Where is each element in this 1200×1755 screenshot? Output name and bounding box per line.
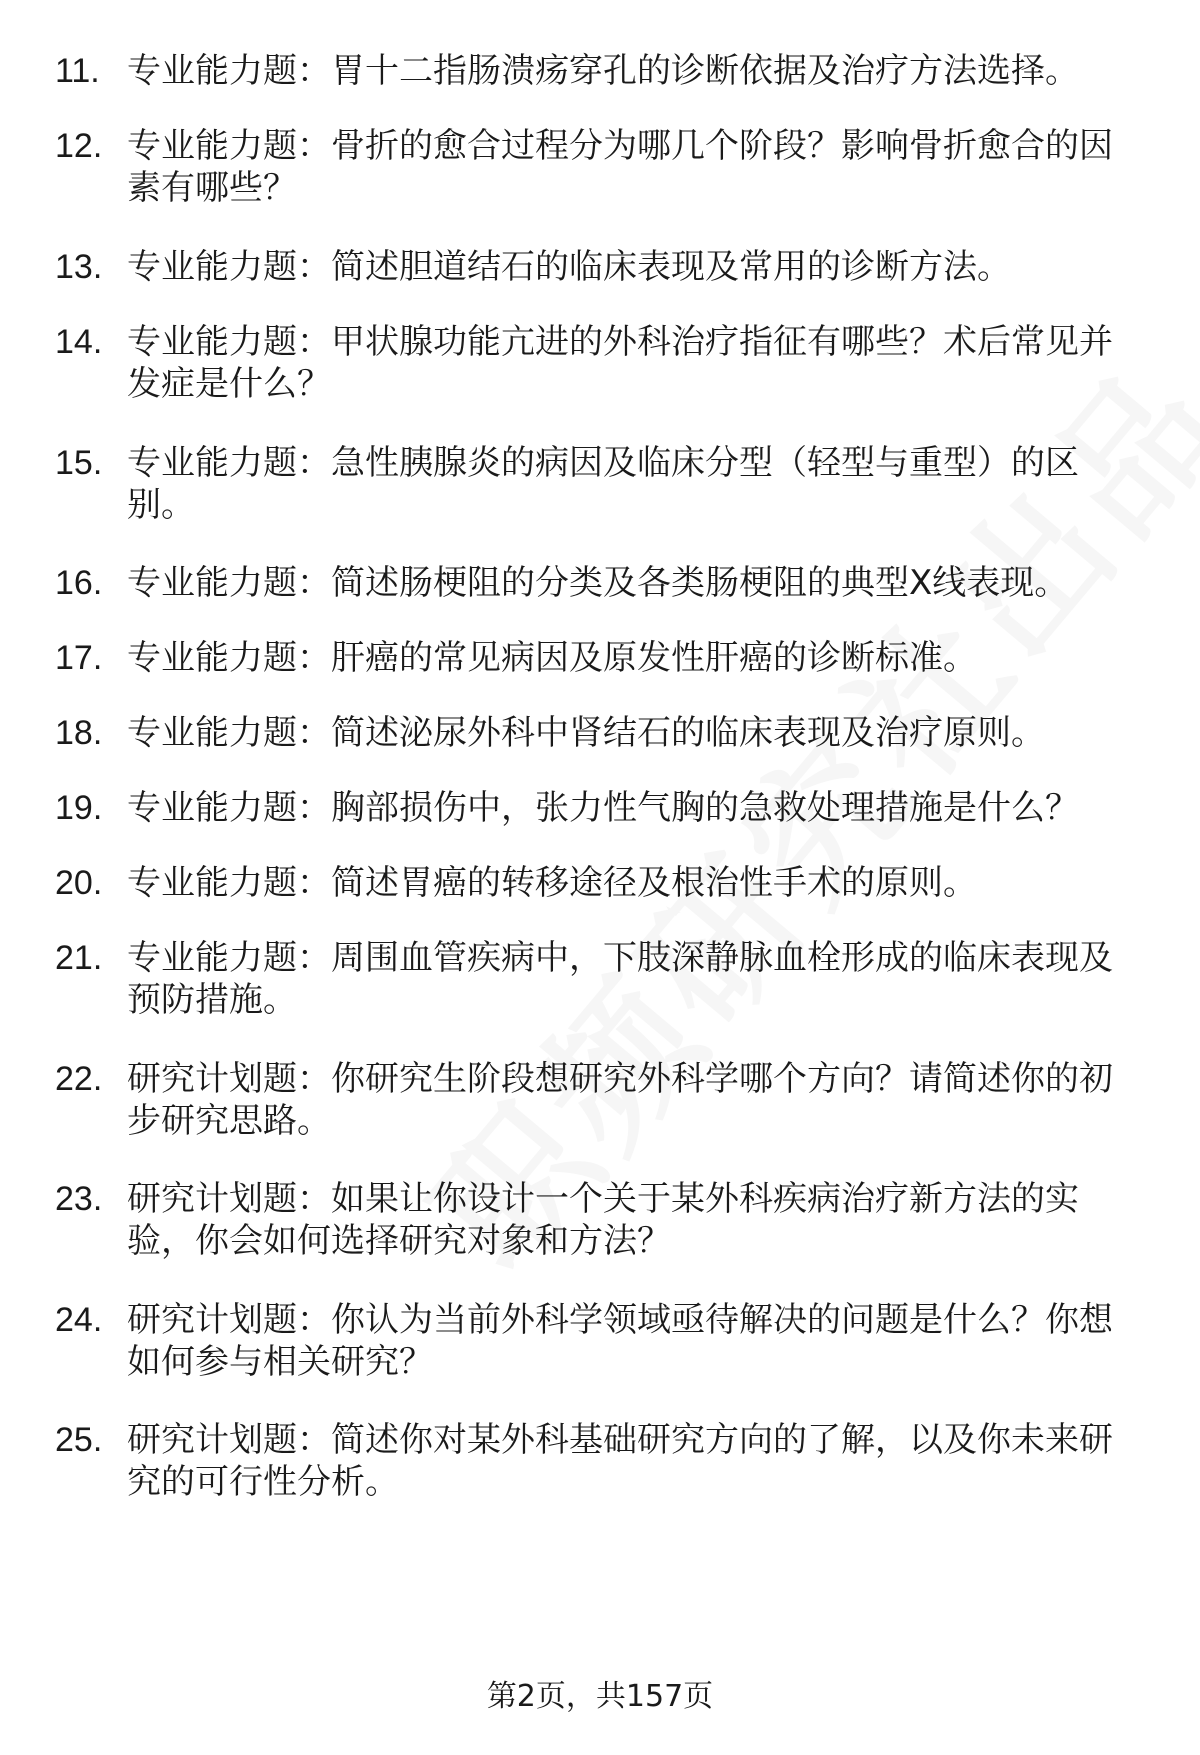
question-text: 专业能力题：简述胆道结石的临床表现及常用的诊断方法。 (127, 247, 1011, 287)
question-number: 19. (55, 789, 103, 827)
question-item (0, 125, 1200, 209)
question-text: 专业能力题：急性胰腺炎的病因及临床分型（轻型与重型）的区别。 (127, 443, 1079, 525)
question-text: 研究计划题：简述你对某外科基础研究方向的了解，以及你未来研究的可行性分析。 (127, 1420, 1113, 1502)
question-text: 研究计划题：如果让你设计一个关于某外科疾病治疗新方法的实验，你会如何选择研究对象和方法？ (127, 1179, 1079, 1261)
question-number: 21. (55, 939, 103, 977)
question-item (0, 1178, 1200, 1262)
question-number: 22. (55, 1060, 103, 1098)
question-number: 11. (55, 52, 100, 90)
question-number: 15. (55, 444, 103, 482)
question-item (0, 1419, 1200, 1503)
question-item (0, 1299, 1200, 1383)
question-text: 专业能力题：胸部损伤中，张力性气胸的急救处理措施是什么？ (127, 788, 1079, 828)
question-item (0, 50, 1200, 92)
question-text: 专业能力题：甲状腺功能亢进的外科治疗指征有哪些？术后常见并发症是什么？ (127, 322, 1113, 404)
question-item (0, 246, 1200, 288)
question-item (0, 787, 1200, 829)
question-text: 专业能力题：骨折的愈合过程分为哪几个阶段？影响骨折愈合的因素有哪些？ (127, 126, 1113, 208)
question-item (0, 862, 1200, 904)
question-text: 专业能力题：简述肠梗阻的分类及各类肠梗阻的典型X线表现。 (127, 563, 1069, 603)
question-item (0, 321, 1200, 405)
question-text: 专业能力题：肝癌的常见病因及原发性肝癌的诊断标准。 (127, 638, 977, 678)
question-item (0, 1058, 1200, 1142)
question-text: 专业能力题：简述泌尿外科中肾结石的临床表现及治疗原则。 (127, 713, 1045, 753)
question-number: 25. (55, 1421, 103, 1459)
question-number: 12. (55, 127, 103, 165)
question-number: 13. (55, 248, 103, 286)
question-number: 17. (55, 639, 103, 677)
question-text: 研究计划题：你研究生阶段想研究外科学哪个方向？请简述你的初步研究思路。 (127, 1059, 1113, 1141)
question-number: 20. (55, 864, 103, 902)
question-item (0, 637, 1200, 679)
question-number: 24. (55, 1301, 103, 1339)
question-number: 14. (55, 323, 103, 361)
question-item (0, 442, 1200, 526)
question-item (0, 712, 1200, 754)
page-footer: 第2页，共157页 (486, 1679, 714, 1714)
question-text: 专业能力题：简述胃癌的转移途径及根治性手术的原则。 (127, 863, 977, 903)
question-number: 18. (55, 714, 103, 752)
question-text: 专业能力题：胃十二指肠溃疡穿孔的诊断依据及治疗方法选择。 (127, 51, 1079, 91)
question-number: 16. (55, 564, 103, 602)
question-item (0, 562, 1200, 604)
question-text: 专业能力题：周围血管疾病中，下肢深静脉血栓形成的临床表现及预防措施。 (127, 938, 1113, 1020)
question-item (0, 937, 1200, 1021)
question-number: 23. (55, 1180, 103, 1218)
question-text: 研究计划题：你认为当前外科学领域亟待解决的问题是什么？你想如何参与相关研究？ (127, 1300, 1113, 1382)
